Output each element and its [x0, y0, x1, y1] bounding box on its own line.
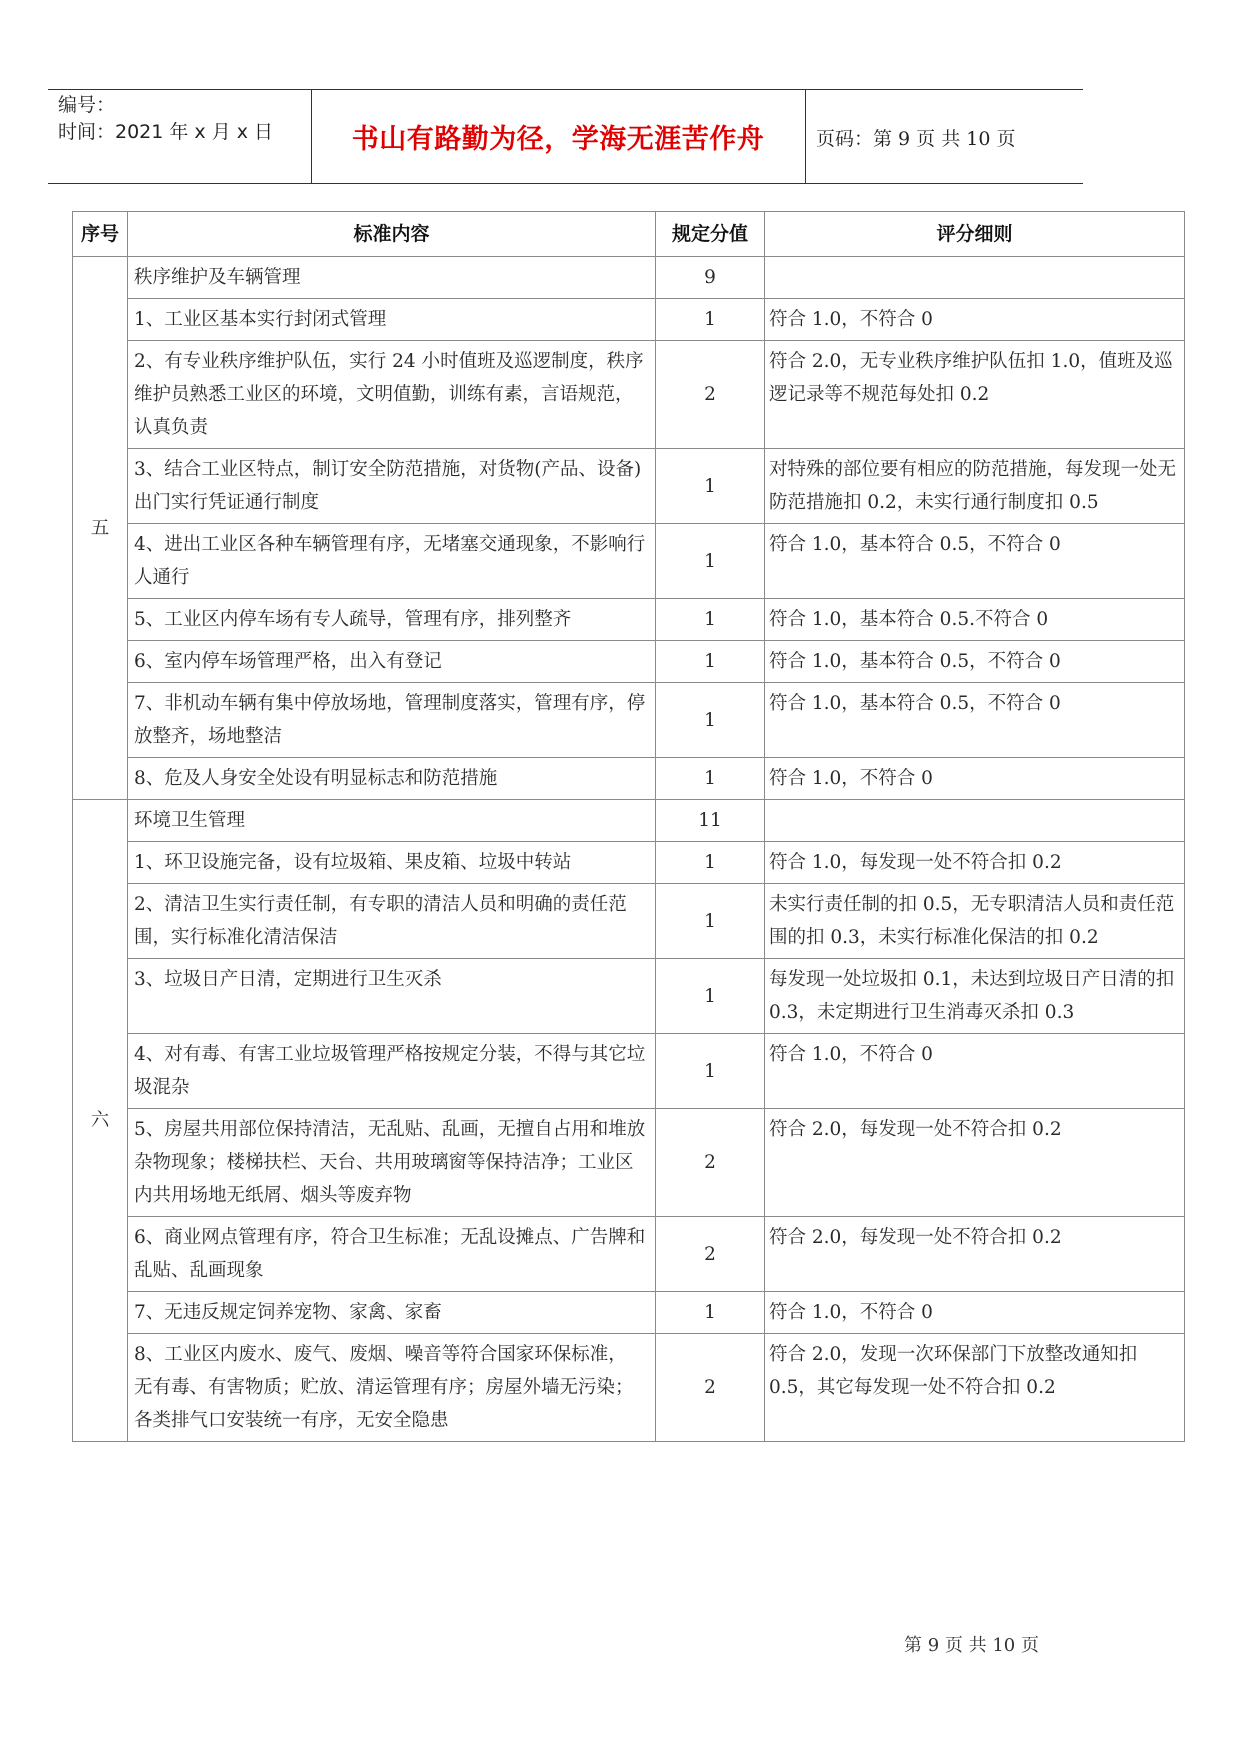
content-cell: 3、结合工业区特点，制订安全防范措施，对货物(产品、设备)出门实行凭证通行制度 — [128, 449, 656, 524]
score-cell: 1 — [656, 599, 765, 641]
content-cell: 4、进出工业区各种车辆管理有序，无堵塞交通现象，不影响行人通行 — [128, 524, 656, 599]
rule-cell: 符合 1.0，不符合 0 — [765, 758, 1185, 800]
header-page-number: 页码：第 9 页 共 10 页 — [816, 128, 1016, 150]
header-divider — [805, 89, 806, 183]
table-row — [73, 758, 1185, 800]
content-cell: 8、工业区内废水、废气、废烟、噪音等符合国家环保标准， 无有毒、有害物质；贮放、清运管理有序；房屋外墙无污染；各类排气口安装统一有序，无安全隐患 — [128, 1334, 656, 1442]
content-cell: 4、对有毒、有害工业垃圾管理严格按规定分装，不得与其它垃圾混杂 — [128, 1034, 656, 1109]
header-top-rule — [48, 89, 1083, 90]
rule-cell — [765, 257, 1185, 299]
rule-cell: 符合 1.0，每发现一处不符合扣 0.2 — [765, 842, 1185, 884]
table-row — [73, 884, 1185, 959]
section-total-score: 9 — [656, 257, 765, 299]
score-cell: 2 — [656, 341, 765, 449]
content-cell: 2、有专业秩序维护队伍，实行 24 小时值班及巡逻制度，秩序维护员熟悉工业区的环境，文明值勤，训练有素，言语规范，认真负责 — [128, 341, 656, 449]
header-bottom-rule — [48, 183, 1083, 184]
table-row — [73, 1217, 1185, 1292]
score-cell: 1 — [656, 1034, 765, 1109]
section-title-row — [73, 800, 1185, 842]
col-header-score: 规定分值 — [656, 212, 765, 257]
footer-page-number: 第 9 页 共 10 页 — [904, 1635, 1039, 1656]
rule-cell: 符合 1.0，不符合 0 — [765, 1034, 1185, 1109]
document-time: 时间：2021 年 x 月 x 日 — [58, 121, 274, 143]
score-cell: 1 — [656, 884, 765, 959]
rule-cell: 符合 1.0，基本符合 0.5，不符合 0 — [765, 641, 1185, 683]
section-number: 六 — [73, 800, 128, 1442]
rule-cell: 符合 1.0，不符合 0 — [765, 1292, 1185, 1334]
rule-cell — [765, 800, 1185, 842]
document-number: 编号： — [58, 94, 116, 116]
score-cell: 2 — [656, 1334, 765, 1442]
rule-cell: 符合 1.0，基本符合 0.5，不符合 0 — [765, 683, 1185, 758]
score-cell: 2 — [656, 1109, 765, 1217]
content-cell: 5、工业区内停车场有专人疏导，管理有序，排列整齐 — [128, 599, 656, 641]
content-cell: 6、室内停车场管理严格，出入有登记 — [128, 641, 656, 683]
table-row — [73, 842, 1185, 884]
header-meta — [58, 92, 273, 146]
header-motto: 书山有路勤为径，学海无涯苦作舟 — [351, 124, 765, 155]
table-row — [73, 449, 1185, 524]
table-row — [73, 1334, 1185, 1442]
table-row — [73, 299, 1185, 341]
content-cell: 3、垃圾日产日清，定期进行卫生灭杀 — [128, 959, 656, 1034]
content-cell: 1、环卫设施完备，设有垃圾箱、果皮箱、垃圾中转站 — [128, 842, 656, 884]
score-cell: 1 — [656, 758, 765, 800]
section-number: 五 — [73, 257, 128, 800]
col-header-content: 标准内容 — [128, 212, 656, 257]
table-row — [73, 341, 1185, 449]
score-cell: 2 — [656, 1217, 765, 1292]
score-cell: 1 — [656, 683, 765, 758]
col-header-number: 序号 — [73, 212, 128, 257]
section-title-row — [73, 257, 1185, 299]
score-cell: 1 — [656, 959, 765, 1034]
rule-cell: 符合 2.0，每发现一处不符合扣 0.2 — [765, 1109, 1185, 1217]
content-cell: 8、危及人身安全处设有明显标志和防范措施 — [128, 758, 656, 800]
rule-cell: 对特殊的部位要有相应的防范措施，每发现一处无防范措施扣 0.2，未实行通行制度扣 0.5 — [765, 449, 1185, 524]
standards-table — [72, 211, 1185, 1442]
section-title: 环境卫生管理 — [128, 800, 656, 842]
rule-cell: 符合 2.0，无专业秩序维护队伍扣 1.0，值班及巡逻记录等不规范每处扣 0.2 — [765, 341, 1185, 449]
table-row — [73, 959, 1185, 1034]
score-cell: 1 — [656, 299, 765, 341]
rule-cell: 未实行责任制的扣 0.5，无专职清洁人员和责任范围的扣 0.3，未实行标准化保洁的扣 0.2 — [765, 884, 1185, 959]
rule-cell: 每发现一处垃圾扣 0.1，未达到垃圾日产日清的扣 0.3，未定期进行卫生消毒灭杀扣 0.3 — [765, 959, 1185, 1034]
rule-cell: 符合 2.0，每发现一处不符合扣 0.2 — [765, 1217, 1185, 1292]
table-row — [73, 1109, 1185, 1217]
rule-cell: 符合 1.0，基本符合 0.5，不符合 0 — [765, 524, 1185, 599]
table-row — [73, 599, 1185, 641]
table-row — [73, 1292, 1185, 1334]
section-total-score: 11 — [656, 800, 765, 842]
table-header-row — [73, 212, 1185, 257]
score-cell: 1 — [656, 524, 765, 599]
table-row — [73, 683, 1185, 758]
table-row — [73, 641, 1185, 683]
header-divider — [311, 89, 312, 183]
rule-cell: 符合 1.0，基本符合 0.5.不符合 0 — [765, 599, 1185, 641]
score-cell: 1 — [656, 449, 765, 524]
content-cell: 2、清洁卫生实行责任制，有专职的清洁人员和明确的责任范围，实行标准化清洁保洁 — [128, 884, 656, 959]
rule-cell: 符合 2.0，发现一次环保部门下放整改通知扣 0.5，其它每发现一处不符合扣 0.2 — [765, 1334, 1185, 1442]
rule-cell: 符合 1.0，不符合 0 — [765, 299, 1185, 341]
content-cell: 6、商业网点管理有序，符合卫生标准；无乱设摊点、广告牌和乱贴、乱画现象 — [128, 1217, 656, 1292]
score-cell: 1 — [656, 842, 765, 884]
table-row — [73, 524, 1185, 599]
content-cell: 7、无违反规定饲养宠物、家禽、家畜 — [128, 1292, 656, 1334]
content-cell: 1、工业区基本实行封闭式管理 — [128, 299, 656, 341]
table-row — [73, 1034, 1185, 1109]
content-cell: 5、房屋共用部位保持清洁，无乱贴、乱画，无擅自占用和堆放杂物现象；楼梯扶栏、天台、共用玻璃窗等保持洁净；工业区内共用场地无纸屑、烟头等废弃物 — [128, 1109, 656, 1217]
content-cell: 7、非机动车辆有集中停放场地，管理制度落实，管理有序，停放整齐，场地整洁 — [128, 683, 656, 758]
score-cell: 1 — [656, 1292, 765, 1334]
section-title: 秩序维护及车辆管理 — [128, 257, 656, 299]
col-header-rule: 评分细则 — [765, 212, 1185, 257]
score-cell: 1 — [656, 641, 765, 683]
